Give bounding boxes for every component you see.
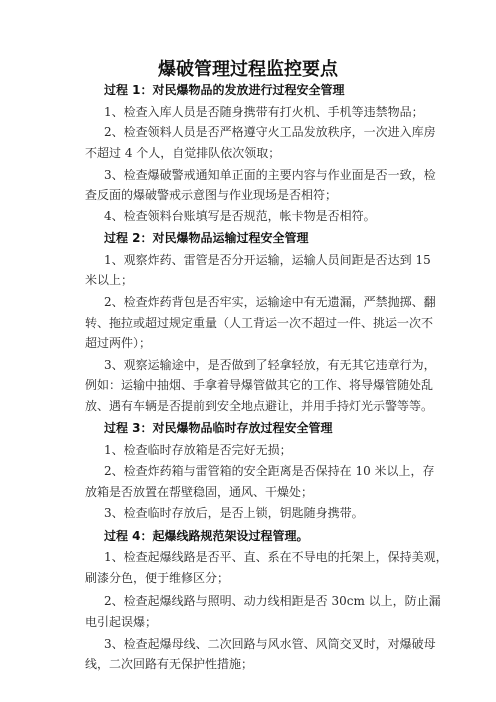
paragraph-line: 2、检查炸药背包是否牢实，运输途中有无遗漏，严禁抛掷、翻 <box>104 295 436 309</box>
section-heading: 过程 1：对民爆物品的发放进行过程安全管理 <box>104 83 345 97</box>
page-title: 爆破管理过程监控要点 <box>158 59 338 80</box>
paragraph-continuation: 查反面的爆破警戒示意图与作业现场是否相符； <box>85 188 338 202</box>
paragraph-line: 3、检查爆破警戒通知单正面的主要内容与作业面是否一致，检 <box>104 168 436 182</box>
paragraph-line: 1、观察炸药、雷管是否分开运输，运输人员间距是否达到 15 <box>104 253 431 267</box>
section-heading: 过程 3：对民爆物品临时存放过程安全管理 <box>104 421 333 435</box>
paragraph-line: 3、检查临时存放后，是否上锁，钥匙随身携带。 <box>104 506 364 520</box>
paragraph-line: 2、检查起爆线路与照明、动力线相距是否 30cm 以上，防止漏 <box>104 594 441 608</box>
paragraph-line: 1、检查起爆线路是否平、直、系在不导电的托架上，保持美观， <box>104 550 448 564</box>
paragraph-line: 4、检查领料台账填写是否规范，帐卡物是否相符。 <box>104 209 376 223</box>
paragraph-line: 1、检查临时存放箱是否完好无损； <box>104 443 292 457</box>
paragraph-continuation: 刷漆分色，便于维修区分； <box>85 571 230 585</box>
paragraph-line: 2、检查领料人员是否严格遵守火工品发放秩序，一次进入库房 <box>104 125 436 139</box>
section-heading: 过程 4：起爆线路规范架设过程管理。 <box>104 529 309 543</box>
paragraph-continuation: 不超过 4 个人，自觉排队依次领取； <box>85 146 281 160</box>
paragraph-continuation: 电引起误爆； <box>85 615 158 629</box>
paragraph-line: 1、检查入库人员是否随身携带有打火机、手机等违禁物品； <box>104 105 424 119</box>
paragraph-continuation: 转、拖拉或超过规定重量（人工背运一次不超过一件、挑运一次不 <box>85 316 434 330</box>
paragraph-continuation: 例如：运输中抽烟、手拿着导爆管做其它的工作、将导爆管随处乱 <box>85 378 434 392</box>
paragraph-line: 3、检查起爆母线、二次回路与风水管、风筒交叉时，对爆破母 <box>104 637 436 651</box>
section-heading: 过程 2：对民爆物品运输过程安全管理 <box>104 231 309 245</box>
paragraph-continuation: 放、遇有车辆是否提前到安全地点避让，并用手持灯光示警等等。 <box>85 399 434 413</box>
paragraph-line: 2、检查炸药箱与雷管箱的安全距离是否保持在 10 米以上，存 <box>104 464 435 478</box>
paragraph-continuation: 超过两件）； <box>85 336 152 350</box>
paragraph-line: 3、观察运输途中，是否做到了轻拿轻放，有无其它违章行为， <box>104 358 436 372</box>
paragraph-continuation: 线，二次回路有无保护性措施； <box>85 657 254 671</box>
paragraph-continuation: 放箱是否放置在帮壁稳固，通风、干燥处； <box>85 485 314 499</box>
paragraph-continuation: 米以上； <box>85 273 134 287</box>
